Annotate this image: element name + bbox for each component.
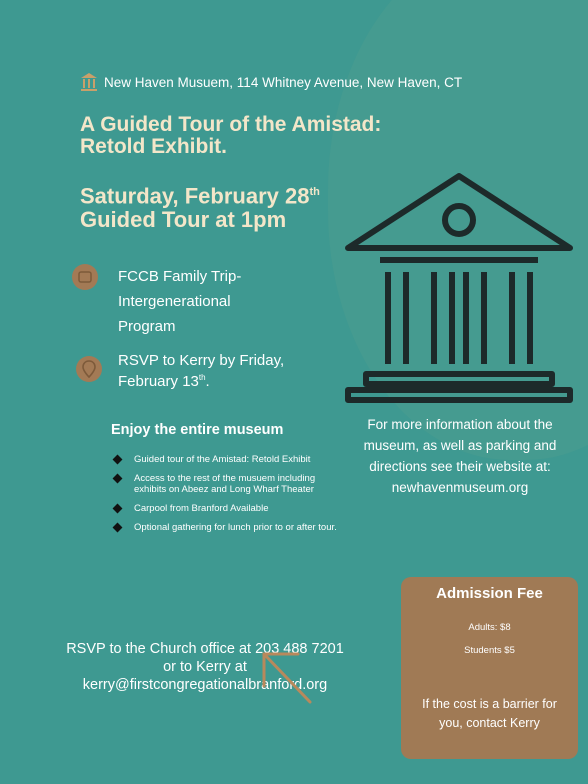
list-item: [112, 503, 342, 514]
page-title: A Guided Tour of the Amistad: Retold Exhibit.: [80, 113, 382, 158]
list-item-text: Carpool from Branford Available: [134, 503, 269, 514]
list-item-text: Optional gathering for lunch prior to or after tour.: [134, 522, 337, 533]
rsvp-email: kerry@firstcongregationalbranford.org: [82, 677, 328, 693]
location-pin-icon: [76, 356, 102, 382]
rsvp-line2: or to Kerry at: [163, 659, 247, 675]
building-small-icon: [80, 72, 98, 92]
diamond-bullet-icon: [113, 455, 123, 465]
fee-students: Students $5: [464, 645, 515, 656]
fee-adults: Adults: $8: [468, 622, 511, 633]
circle-bullet-icon: [72, 264, 98, 290]
diamond-bullet-icon: [113, 523, 123, 533]
rsvp-deadline-sup: th: [198, 373, 206, 382]
list-item-text: Access to the rest of the musuem including exhibits on Abeez and Long Wharf Theater: [134, 473, 316, 495]
address-line: [80, 72, 462, 92]
rsvp-line1: RSVP to the Church office at 203 488 7201: [66, 641, 344, 657]
enjoy-heading: Enjoy the entire museum: [111, 422, 284, 438]
list-item-text: Guided tour of the Amistad: Retold Exhibit: [134, 454, 311, 465]
highlights-list: [112, 454, 342, 541]
diamond-bullet-icon: [113, 504, 123, 514]
rsvp-deadline-main: RSVP to Kerry by Friday, February 13: [118, 352, 285, 390]
diamond-bullet-icon: [113, 474, 123, 484]
rsvp-deadline-end: .: [205, 373, 210, 390]
fee-note: If the cost is a barrier for you, contact Kerry: [422, 697, 557, 730]
date-sup: th: [309, 186, 320, 198]
list-item: [112, 522, 342, 533]
event-date: [80, 180, 380, 232]
info-text: For more information about the museum, as well as parking and directions see their website at: newhavenmuseum.org: [363, 417, 557, 495]
time-text: Guided Tour at 1pm: [80, 207, 287, 233]
program-text: FCCB Family Trip-Intergenerational Program: [118, 268, 242, 335]
museum-building-icon: [340, 168, 578, 404]
rsvp-contact: [30, 640, 380, 694]
admission-fee-box: [401, 577, 578, 759]
list-item: [112, 454, 342, 465]
rsvp-deadline-text: [118, 352, 328, 390]
date-text: Saturday, February 28: [80, 183, 310, 209]
list-item: [112, 473, 342, 495]
fee-heading: Admission Fee: [436, 585, 543, 602]
address-text: New Haven Musuem, 114 Whitney Avenue, New Haven, CT: [104, 74, 463, 90]
arrow-up-left-icon: [258, 646, 314, 706]
